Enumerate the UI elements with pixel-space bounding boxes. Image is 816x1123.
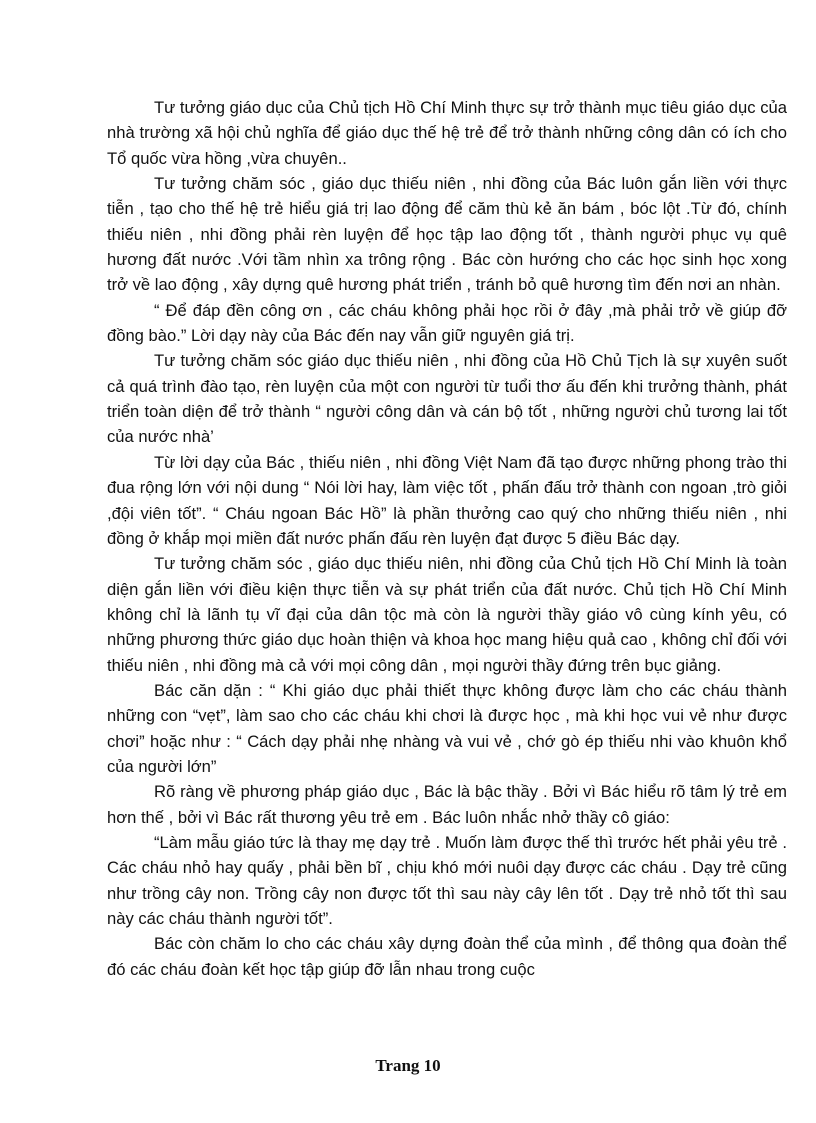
- paragraph-5: Từ lời dạy của Bác , thiếu niên , nhi đồng Việt Nam đã tạo được những phong trào thi đua rộng lớn với nội dung “ Nói lời hay, làm việc tốt , phấn đấu trở thành con ngoan ,trò giỏi ,đội viên tốt”. “ Cháu ngoan Bác Hồ” là phần thưởng cao quý cho những thiếu niên , nhi đồng ở khắp mọi miền đất nước phấn đấu rèn luyện đạt được 5 điều Bác dạy.: [107, 452, 787, 548]
- paragraph-8: Rõ ràng về phương pháp giáo dục , Bác là bậc thầy . Bởi vì Bác hiểu rõ tâm lý trẻ em hơn thế , bởi vì Bác rất thương yêu trẻ em . Bác luôn nhắc nhở thầy cô giáo:: [107, 782, 787, 827]
- body-text: [107, 95, 787, 982]
- paragraph-6: Tư tưởng chăm sóc , giáo dục thiếu niên, nhi đồng của Chủ tịch Hồ Chí Minh là toàn diện gắn liền với điều kiện thực tiễn và sự phát triển của đất nước. Chủ tịch Hồ Chí Minh không chỉ là lãnh tụ vĩ đại của dân tộc mà còn là người thầy giáo vô cùng kính yêu, có những phương thức giáo dục hoàn thiện và khoa học mang hiệu quả cao , không chỉ đối với thiếu niên , nhi đồng mà cả với mọi công dân , mọi người thầy đứng trên bục giảng.: [107, 554, 787, 675]
- page-number: Trang 10: [375, 1056, 441, 1075]
- paragraph-10: Bác còn chăm lo cho các cháu xây dựng đoàn thể của mình , để thông qua đoàn thể đó các cháu đoàn kết học tập giúp đỡ lẫn nhau trong cuộc: [107, 934, 787, 979]
- paragraph-1: Tư tưởng giáo dục của Chủ tịch Hồ Chí Minh thực sự trở thành mục tiêu giáo dục của nhà trường xã hội chủ nghĩa để giáo dục thế hệ trẻ để trở thành những công dân có ích cho Tổ quốc vừa hồng ,vừa chuyên..: [107, 98, 787, 168]
- paragraph-2: Tư tưởng chăm sóc , giáo dục thiếu niên , nhi đồng của Bác luôn gắn liền với thực tiễn , tạo cho thế hệ trẻ hiểu giá trị lao động để căm thù kẻ ăn bám , bóc lột .Từ đó, chính thiếu niên , nhi đồng phải rèn luyện để học tập lao động tốt , thành người phục vụ quê hương đất nước .Với tầm nhìn xa trông rộng . Bác còn hướng cho các học sinh học xong trở về lao động , xây dựng quê hương phát triển , tránh bỏ quê hương tìm đến nơi an nhàn.: [107, 174, 787, 295]
- paragraph-3: “ Để đáp đền công ơn , các cháu không phải học rồi ở đây ,mà phải trở về giúp đỡ đồng bào.” Lời dạy này của Bác đến nay vẫn giữ nguyên giá trị.: [107, 300, 787, 346]
- paragraph-4: Tư tưởng chăm sóc giáo dục thiếu niên , nhi đồng của Hồ Chủ Tịch là sự xuyên suốt cả quá trình đào tạo, rèn luyện của một con người từ tuổi thơ ấu đến khi trưởng thành, phát triển toàn diện để trở thành “ người công dân và cán bộ tốt , những người chủ tương lai tốt của nước nhà’: [107, 351, 787, 447]
- paragraph-7: Bác căn dặn : “ Khi giáo dục phải thiết thực không được làm cho các cháu thành những con “vẹt”, làm sao cho các cháu khi chơi là được học , mà khi học vui vẻ như được chơi” hoặc như : “ Cách dạy phải nhẹ nhàng và vui vẻ , chớ gò ép thiếu nhi vào khuôn khổ của người lớn”: [107, 680, 787, 776]
- paragraph-9: “Làm mẫu giáo tức là thay mẹ dạy trẻ . Muốn làm được thế thì trước hết phải yêu trẻ . Các cháu nhỏ hay quấy , phải bền bĩ , chịu khó mới nuôi dạy được các cháu . Dạy trẻ cũng như trồng cây non. Trồng cây non được tốt thì sau này cây lên tốt . Dạy trẻ nhỏ tốt thì sau này các cháu thành người tốt”.: [107, 832, 787, 928]
